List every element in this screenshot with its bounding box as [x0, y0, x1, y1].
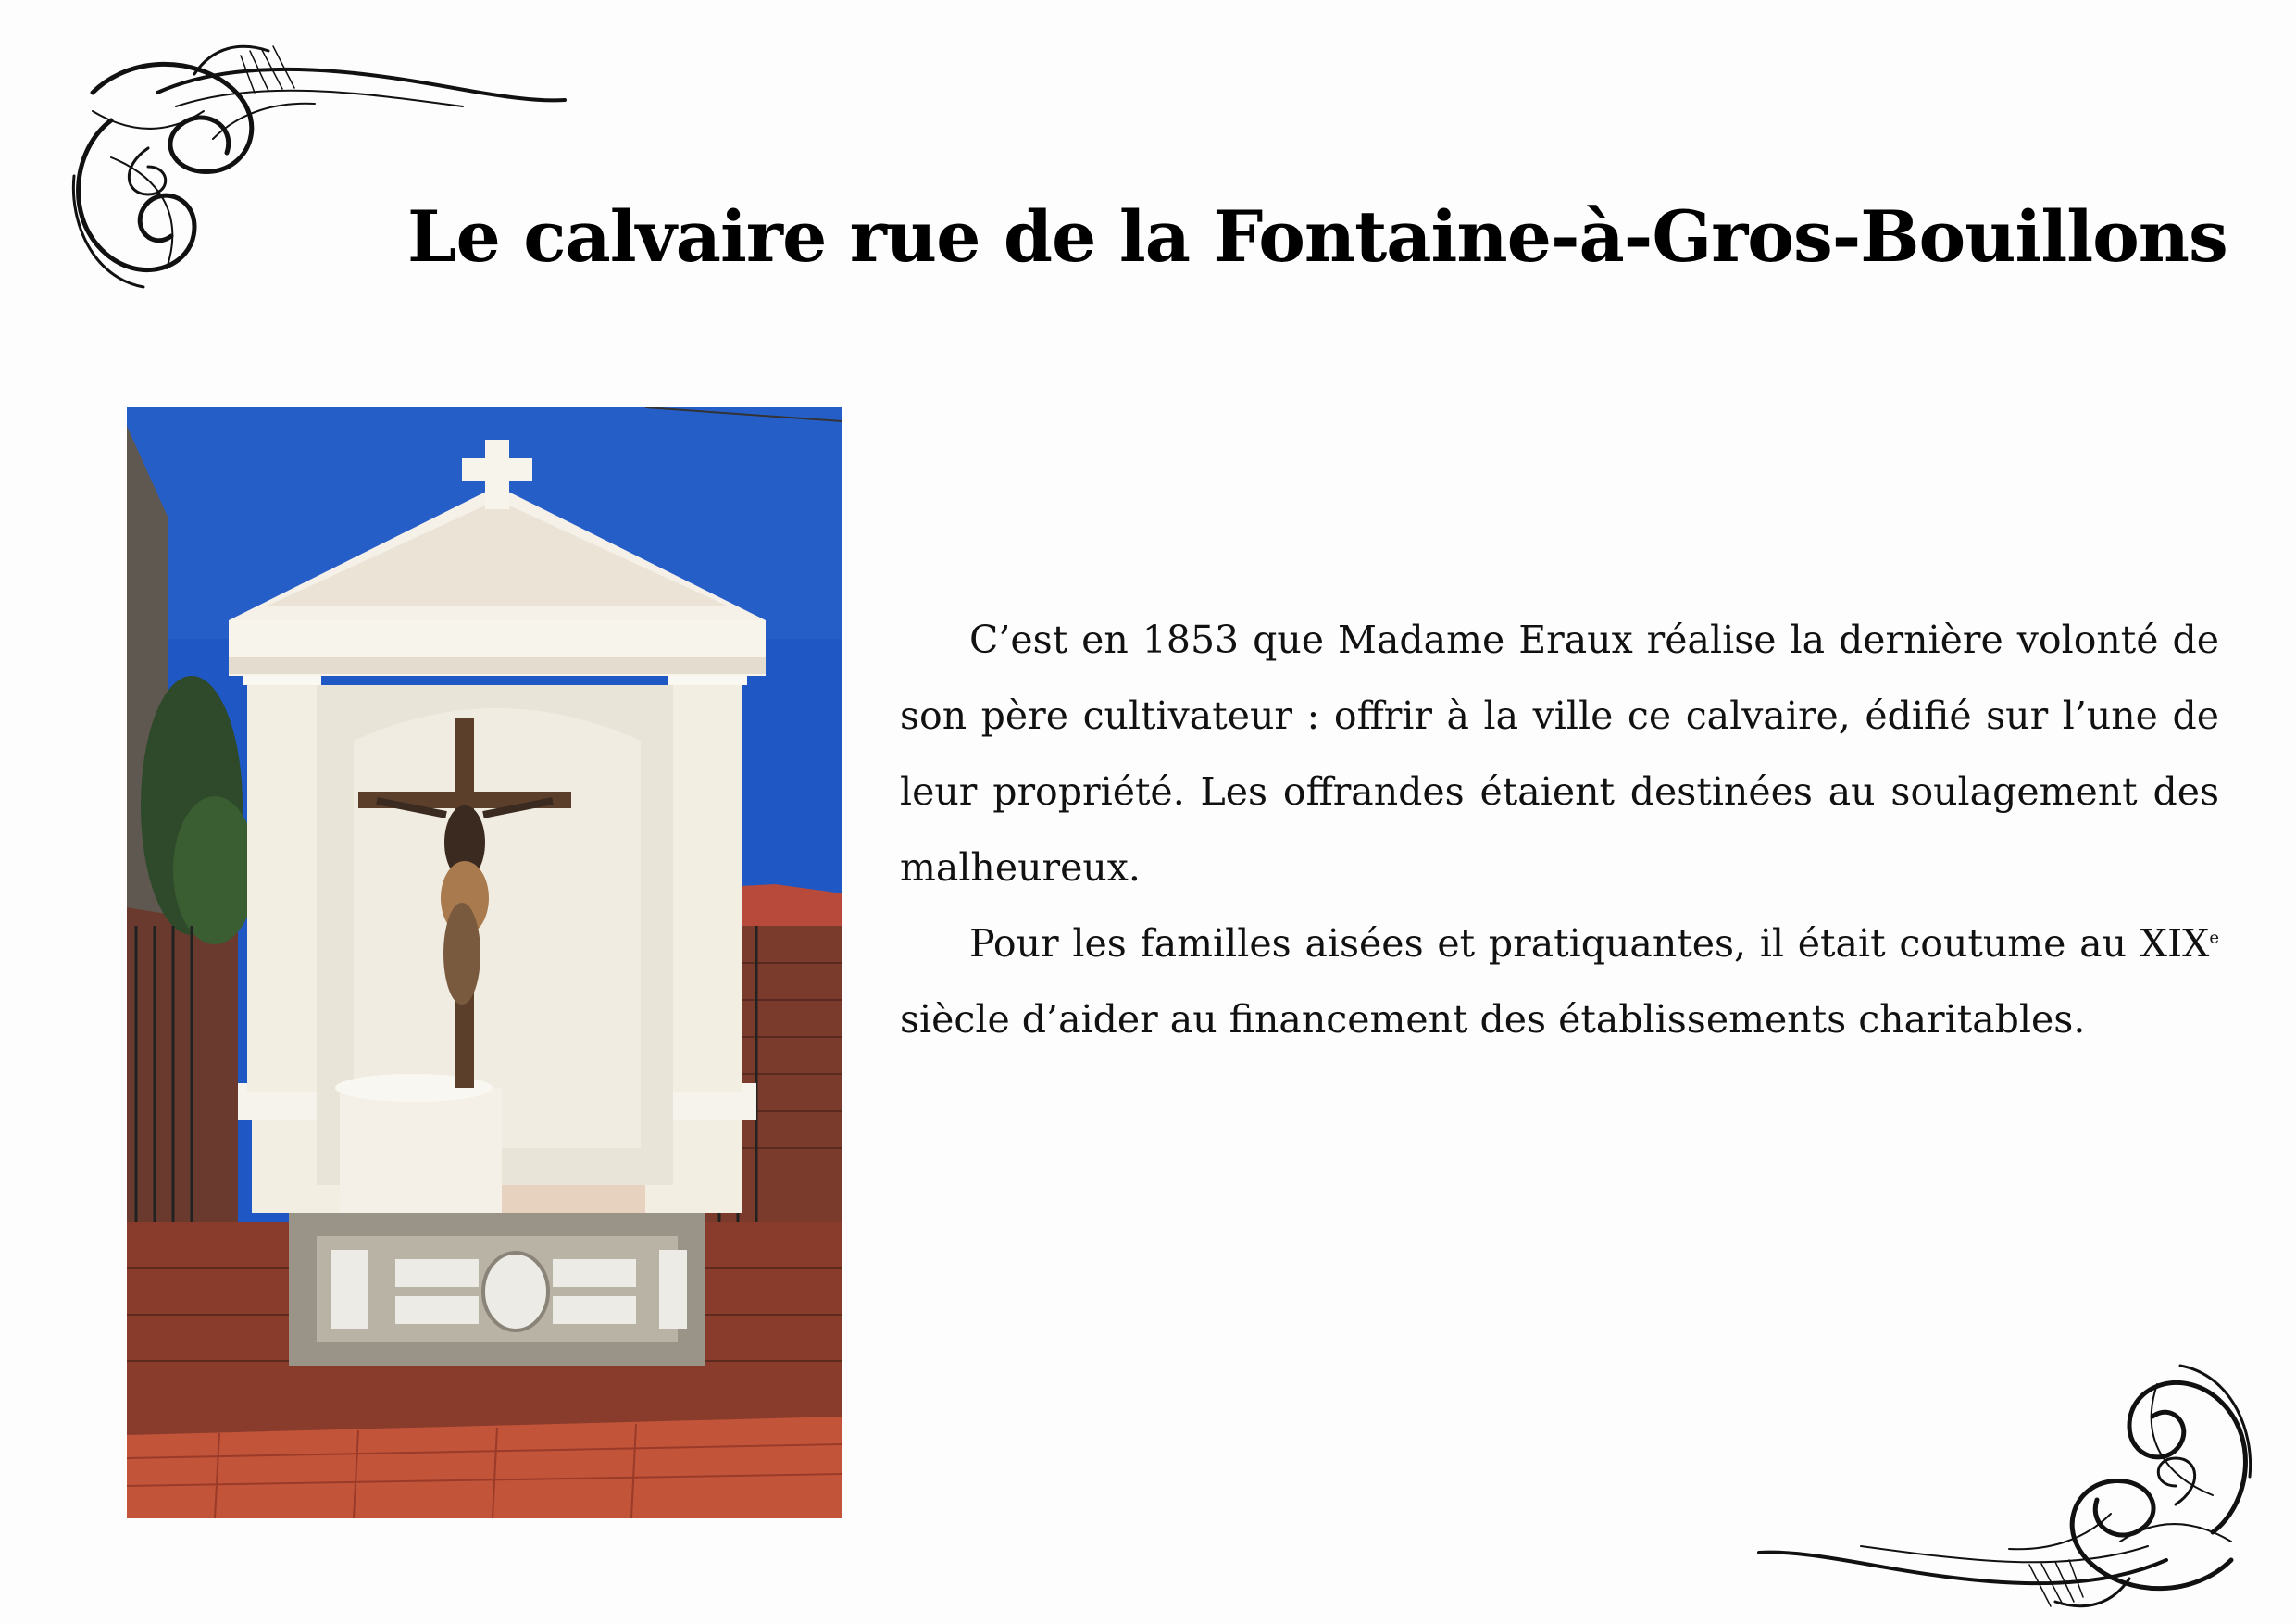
calvary-photo — [127, 407, 842, 1518]
paragraph: C’est en 1853 que Madame Eraux réalise la dernière volonté de son père cultivateur : offrir à la ville ce calvaire, édifié sur l’une de leur propriété. Les offrandes étaient destinées au soulagement des malheureux. — [900, 618, 2219, 890]
body-text — [900, 602, 2219, 1057]
page-title: Le calvaire rue de la Fontaine-à-Gros-Bouillons — [407, 194, 2227, 278]
paragraph-text: siècle d’aider au financement des établissements charitables. — [900, 997, 2086, 1042]
paragraph-text: Pour les familles aisées et pratiquantes, il était coutume au XIX — [969, 921, 2210, 966]
paragraph — [900, 905, 2219, 1057]
superscript: e — [2209, 928, 2219, 948]
flourish-ornament-icon — [1750, 1347, 2268, 1616]
